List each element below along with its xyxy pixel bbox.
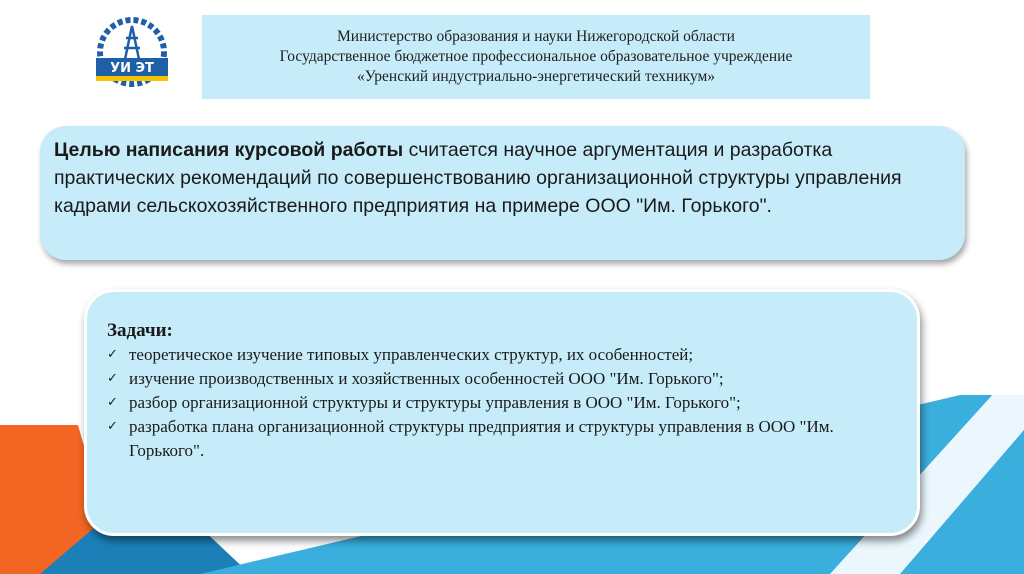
institution-header	[202, 15, 870, 99]
goal-text: считается научное аргументация и разработка практических рекомендаций по совершенствованию организационной структуры управления кадрами сельскохозяйственного предприятия на примере ООО "Им. Горького".	[54, 139, 902, 217]
task-item	[107, 391, 897, 415]
header-line-institution-name: «Уренский индустриально-энергетический техникум»	[356, 68, 716, 85]
tasks-panel	[84, 289, 920, 536]
goal-lead: Целью написания курсовой работы	[54, 139, 404, 161]
task-item	[107, 343, 897, 367]
task-item	[107, 367, 897, 391]
goal-panel	[40, 126, 965, 260]
checkmark-icon: ✓	[107, 395, 118, 410]
checkmark-icon: ✓	[107, 371, 118, 386]
checkmark-icon: ✓	[107, 347, 118, 362]
header-line-institution-type: Государственное бюджетное профессиональное образовательное учреждение	[279, 48, 793, 65]
task-item	[107, 415, 897, 463]
task-text: разработка плана организационной структуры предприятия и структуры управления в ООО "Им. Горького".	[129, 417, 834, 460]
college-logo	[88, 12, 176, 92]
logo-text: УИ ЭТ	[110, 61, 154, 76]
tasks-title: Задачи:	[107, 320, 173, 341]
task-text: теоретическое изучение типовых управленческих структур, их особенностей;	[129, 345, 694, 364]
header-line-ministry: Министерство образования и науки Нижегородской области	[337, 28, 735, 45]
checkmark-icon: ✓	[107, 419, 118, 434]
task-text: изучение производственных и хозяйственных особенностей ООО "Им. Горького";	[129, 369, 724, 388]
task-text: разбор организационной структуры и структуры управления в ООО "Им. Горького";	[129, 393, 741, 412]
